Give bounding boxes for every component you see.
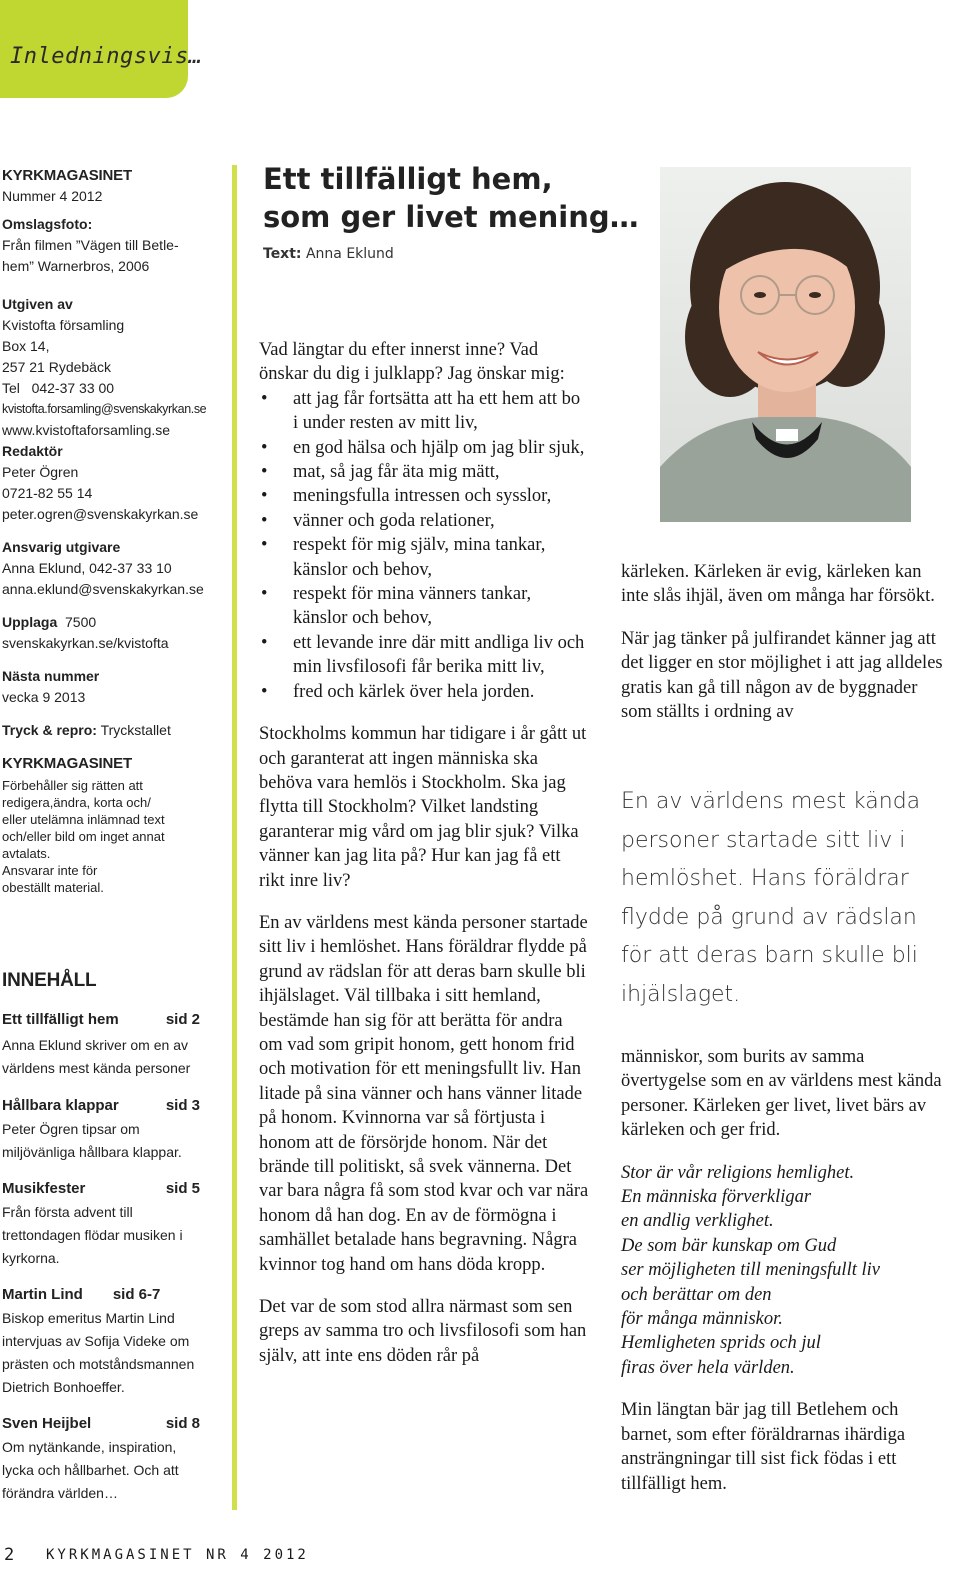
cover-text: Från filmen ”Vägen till Betle- bbox=[2, 237, 179, 253]
publisher-line: Box 14, bbox=[2, 338, 50, 354]
wish-list-item: • respekt för mig själv, mina tankar, känslor och behov, bbox=[259, 533, 589, 582]
poem-line: ser möjligheten till meningsfullt liv bbox=[621, 1260, 880, 1281]
disclaimer-line: Ansvarar inte för bbox=[2, 863, 98, 878]
cover-text: hem” Warnerbros, 2006 bbox=[2, 258, 150, 274]
page-number: 2 bbox=[4, 1545, 15, 1565]
portrait-image bbox=[660, 167, 911, 522]
article-title-line: som ger livet mening… bbox=[263, 200, 639, 234]
toc-item-desc: prästen och motståndsmannen bbox=[2, 1356, 195, 1372]
responsible-contact: Anna Eklund, 042-37 33 10 bbox=[2, 560, 172, 576]
print-label: Tryck & repro: bbox=[2, 722, 97, 738]
toc-item-desc: Dietrich Bonhoeffer. bbox=[2, 1379, 125, 1395]
toc-item-desc: förändra världen… bbox=[2, 1485, 118, 1501]
toc-item-page: sid 2 bbox=[165, 1011, 200, 1028]
edition-label: Upplaga bbox=[2, 614, 58, 630]
wish-list bbox=[259, 387, 589, 704]
brand-name-2: KYRKMAGASINET bbox=[2, 755, 132, 772]
wish-list-item: • respekt för mina vänners tankar, känslor och behov, bbox=[259, 582, 589, 631]
toc-item-desc: Från första advent till bbox=[2, 1204, 133, 1220]
toc-item-title: Martin Lind bbox=[2, 1286, 83, 1303]
disclaimer bbox=[2, 777, 214, 896]
intro-paragraph: Vad längtar du efter innerst inne? Vad önskar du dig i julklapp? Jag önskar mig: bbox=[259, 340, 565, 385]
article-title bbox=[263, 160, 639, 236]
publisher-label: Utgiven av bbox=[2, 296, 73, 312]
toc-item-desc: intervjuas av Sofija Videke om bbox=[2, 1333, 190, 1349]
toc-item-page: sid 8 bbox=[165, 1415, 200, 1432]
editor-name: Peter Ögren bbox=[2, 464, 79, 480]
poem-line: en andlig verklighet. bbox=[621, 1211, 774, 1232]
poem-line: för många människor. bbox=[621, 1309, 783, 1330]
toc-item-desc: Om nytänkande, inspiration, bbox=[2, 1439, 177, 1455]
article-column-2 bbox=[621, 560, 951, 742]
toc-item-title: Musikfester bbox=[2, 1180, 86, 1197]
disclaimer-line: avtalats. bbox=[2, 846, 51, 861]
brand-name: KYRKMAGASINET bbox=[2, 167, 132, 184]
wish-list-item: • mat, så jag får äta mig mätt, bbox=[259, 460, 589, 484]
footer-text: KYRKMAGASINET NR 4 2012 bbox=[46, 1547, 309, 1563]
issue-number: Nummer 4 2012 bbox=[2, 188, 103, 204]
editor-email[interactable]: peter.ogren@svenskakyrkan.se bbox=[2, 506, 199, 522]
toc-item-page: sid 3 bbox=[165, 1097, 200, 1114]
colophon bbox=[2, 165, 214, 896]
toc-item[interactable] bbox=[2, 1095, 200, 1164]
poem-line: Stor är vår religions hemlighet. bbox=[621, 1162, 855, 1183]
article-title-line: Ett tillfälligt hem, bbox=[263, 162, 553, 196]
article-column-2-continued bbox=[621, 1045, 951, 1514]
print-value: Tryckstallet bbox=[100, 722, 171, 738]
toc-item-page: sid 5 bbox=[165, 1180, 200, 1197]
poem-line: De som bär kunskap om Gud bbox=[621, 1235, 837, 1256]
next-issue-label: Nästa nummer bbox=[2, 668, 100, 684]
poem-line: firas över hela världen. bbox=[621, 1357, 795, 1378]
publisher-website[interactable]: www.kvistoftaforsamling.se bbox=[2, 422, 171, 438]
disclaimer-line: och/eller bild om inget annat bbox=[2, 829, 165, 844]
toc-item-title: Sven Heijbel bbox=[2, 1415, 92, 1432]
cover-label: Omslagsfoto: bbox=[2, 216, 93, 232]
toc-item-title: Ett tillfälligt hem bbox=[2, 1011, 119, 1028]
toc-item[interactable] bbox=[2, 1284, 200, 1399]
pull-quote: En av världens mest kända personer startade sitt liv i hemlöshet. Hans föräldrar flydde på grund av rädslan för att deras barn skulle bli ihjälslaget. bbox=[621, 789, 921, 1007]
body-paragraph: Det var de som stod allra närmast som sen greps av samma tro och livsfilosofi som han själv, att inte ens döden rår på bbox=[259, 1297, 587, 1366]
print-line bbox=[2, 720, 214, 741]
edition-site[interactable]: svenskakyrkan.se/kvistofta bbox=[2, 635, 169, 651]
toc-item[interactable] bbox=[2, 1413, 200, 1505]
byline-author: Anna Eklund bbox=[305, 246, 394, 262]
author-portrait bbox=[660, 167, 911, 522]
responsible-label: Ansvarig utgivare bbox=[2, 539, 121, 555]
toc-item[interactable] bbox=[2, 1178, 200, 1270]
body-paragraph: kärleken. Kärleken är evig, kärleken kan inte slås ihjäl, även om många har försökt. bbox=[621, 562, 935, 607]
editor-label: Redaktör bbox=[2, 443, 63, 459]
editor-phone: 0721-82 55 14 bbox=[2, 485, 93, 501]
toc-item-title: Hållbara klappar bbox=[2, 1097, 119, 1114]
byline-label: Text: bbox=[263, 246, 302, 262]
disclaimer-line: redigera,ändra, korta och/ bbox=[2, 795, 151, 810]
toc-item[interactable] bbox=[2, 1009, 200, 1080]
byline bbox=[263, 246, 394, 262]
column-divider bbox=[232, 165, 237, 1510]
poem bbox=[621, 1161, 951, 1381]
responsible-email[interactable]: anna.eklund@svenskakyrkan.se bbox=[2, 581, 204, 597]
publisher-line: Kvistofta församling bbox=[2, 317, 125, 333]
wish-list-item: • fred och kärlek över hela jorden. bbox=[259, 680, 589, 704]
poem-line: Hemligheten sprids och jul bbox=[621, 1333, 821, 1354]
publisher-phone: Tel 042-37 33 00 bbox=[2, 380, 115, 396]
disclaimer-line: Förbehåller sig rätten att bbox=[2, 778, 143, 793]
wish-list-item: • ett levande inre där mitt andliga liv och min livsfilosofi får berika mitt liv, bbox=[259, 631, 589, 680]
wish-list-item: • vänner och goda relationer, bbox=[259, 509, 589, 533]
edition-value: 7500 bbox=[65, 614, 97, 630]
article-column-1 bbox=[259, 338, 589, 1386]
table-of-contents bbox=[2, 970, 200, 1505]
publisher-line: 257 21 Rydebäck bbox=[2, 359, 111, 375]
disclaimer-line: eller utelämna inlämnad text bbox=[2, 812, 165, 827]
next-issue-value: vecka 9 2013 bbox=[2, 689, 86, 705]
poem-line: och berättar om den bbox=[621, 1284, 772, 1305]
toc-item-desc: lycka och hållbarhet. Och att bbox=[2, 1462, 179, 1478]
toc-item-desc: Peter Ögren tipsar om bbox=[2, 1121, 140, 1137]
toc-heading: INNEHÅLL bbox=[2, 970, 97, 991]
wish-list-item: • att jag får fortsätta att ha ett hem att bo i under resten av mitt liv, bbox=[259, 387, 589, 436]
body-paragraph: När jag tänker på julfirandet känner jag att det ligger en stor möjlighet i att jag alldeles gratis kan gå till någon av de byggnader som ställts i ordning av bbox=[621, 628, 943, 723]
body-paragraph: Stockholms kommun har tidigare i år gått ut och garanterat att ingen människa ska behöva vara hemlös i Stockholm. Ska jag flytta till Stockholm? Vilket landsting garanterar mig vård om jag blir sjuk? Vilka vänner kan jag lita på? Hur kan jag få ett rikt inre liv? bbox=[259, 724, 587, 891]
body-paragraph: En av världens mest kända personer startade sitt liv i hemlöshet. Hans föräldrar flydde på grund av rädslan för att deras barn skulle bli ihjälslaget. Väl tillbaka i sitt hemland, bestämde han sig för att berätta för andra om vad som gripit honom, gett honom frid och motivation för ett meningsfullt liv. Han litade på sina vänner och hans vänner litade på honom. Kvinnorna var så förtjusta i honom att de försörjde honom. När det brände till politiskt, så svek vännerna. Det var bara några få som stod kvar och var nära honom då han dog. En av de förmögna i samhället betalade hans begravning. Några kvinnor tog hand om hans döda kropp. bbox=[259, 912, 589, 1275]
toc-item-desc: Anna Eklund skriver om en av bbox=[2, 1037, 188, 1053]
wish-list-item: • meningsfulla intressen och sysslor, bbox=[259, 484, 589, 508]
disclaimer-line: obeställt material. bbox=[2, 880, 104, 895]
toc-item-desc: världens mest kända personer bbox=[2, 1060, 191, 1076]
poem-line: En människa förverkligar bbox=[621, 1187, 812, 1208]
section-tab-label: Inledningsvis… bbox=[10, 44, 203, 69]
publisher-email[interactable]: kvistofta.forsamling@svenskakyrkan.se bbox=[2, 402, 207, 416]
toc-item-desc: miljövänliga hållbara klappar. bbox=[2, 1144, 182, 1160]
toc-item-page: sid 6-7 bbox=[112, 1286, 161, 1303]
toc-item-desc: Biskop emeritus Martin Lind bbox=[2, 1310, 175, 1326]
body-paragraph: Min längtan bär jag till Betlehem och barnet, som efter föräldrarnas ihärdiga ansträngningar till sist fick födas i ett tillfälligt hem. bbox=[621, 1400, 906, 1494]
toc-item-desc: kyrkorna. bbox=[2, 1250, 60, 1266]
body-paragraph: människor, som burits av samma övertygelse som en av världens mest kända personer. Kärleken ger livet, livet bärs av kärleken och ger frid. bbox=[621, 1047, 942, 1141]
toc-item-desc: trettondagen flödar musiken i bbox=[2, 1227, 183, 1243]
edition-line bbox=[2, 612, 214, 633]
wish-list-item: • en god hälsa och hjälp om jag blir sjuk, bbox=[259, 436, 589, 460]
